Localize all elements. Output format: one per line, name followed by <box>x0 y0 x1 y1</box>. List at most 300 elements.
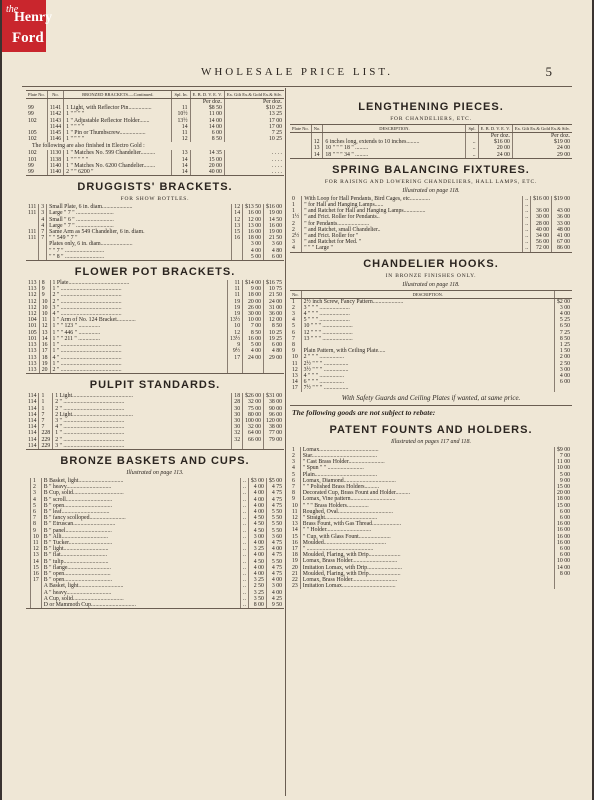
table-cell: 24 00 <box>478 152 512 158</box>
patent-table <box>290 447 572 590</box>
table-cell: 113 <box>28 286 37 293</box>
table-cell: 101 <box>28 156 37 163</box>
table-cell: .. <box>241 565 249 571</box>
table-cell <box>290 133 311 140</box>
table-cell: 228 <box>39 430 53 436</box>
table-cell: 4 <box>39 217 47 223</box>
table-cell: BRONZED BRACKETS.—Continued. <box>64 91 172 99</box>
table-cell <box>554 583 572 589</box>
table-cell: 12 <box>232 217 243 223</box>
table-cell: 1 " " " " <box>64 111 172 117</box>
table-cell: 1 " .......................................... <box>53 430 232 436</box>
table-cell: 1 25 <box>554 342 572 348</box>
flowerpot-table <box>26 280 284 373</box>
table-cell: 7 <box>31 515 42 521</box>
table-cell: 3 00 <box>266 583 284 589</box>
table-cell: 6 00 <box>554 552 572 558</box>
table-cell: 11 <box>227 292 242 298</box>
table-cell: $14 00 <box>243 280 264 286</box>
table-cell: " " 549 " 7 " <box>47 235 232 241</box>
table-cell: " " " Large " <box>302 245 523 251</box>
table-cell: 12 <box>292 366 298 373</box>
table-cell: 99 <box>28 111 34 118</box>
table-cell: .. <box>241 503 249 509</box>
table-cell: 11 00 <box>190 111 224 117</box>
table-cell: 43 00 <box>552 208 572 214</box>
table-cell: 1140 <box>47 163 63 169</box>
table-cell: . . . . <box>224 169 284 175</box>
table-cell: Lomax, Brass Holder............................... <box>300 577 554 583</box>
table-cell: 24 00 <box>512 145 572 151</box>
table-cell: Spl. <box>466 125 478 133</box>
table-cell: " Cup, with Glass Fount...................... <box>300 534 554 540</box>
table-cell: 3 25 <box>248 546 266 552</box>
table-cell: 1 " Matches No. 599 Chandelier.......... <box>64 150 172 156</box>
table-cell <box>323 133 466 140</box>
table-cell: 1142 <box>47 111 63 117</box>
table-cell: .. <box>466 139 478 145</box>
table-cell: 13 <box>292 373 298 380</box>
table-cell: 4 <box>39 223 47 229</box>
table-cell: 3 " .......................................... <box>50 305 227 311</box>
catalog-page <box>2 0 592 800</box>
table-cell: 5 25 <box>554 317 572 323</box>
table-cell: 13 <box>172 150 190 156</box>
table-row <box>26 254 284 260</box>
table-cell: 2 " .......................................... <box>53 437 232 443</box>
table-cell: 113 <box>28 354 37 361</box>
table-cell: 24 00 <box>264 299 284 305</box>
table-cell: 6 00 <box>554 509 572 515</box>
table-cell: 90 00 <box>264 406 284 412</box>
table-cell: 18 00 <box>243 235 264 241</box>
table-cell: 15 <box>31 565 42 571</box>
table-cell: 114 <box>28 393 37 400</box>
table-cell: " and Frict. Roller for Pendants.. <box>302 214 523 220</box>
table-cell: Ex. Gilt Ex.& Gold Ex.& Silv. <box>512 125 572 133</box>
table-cell: 1 " " 446 " ............... <box>50 330 227 336</box>
table-cell: 18 <box>292 552 298 559</box>
table-cell: 6 00 <box>190 130 224 136</box>
table-cell: 16 00 <box>554 540 572 546</box>
table-cell: 72 00 <box>531 245 552 251</box>
table-cell: 11 <box>172 130 190 136</box>
table-cell: 2 " .......................................... <box>50 299 227 305</box>
table-cell: 32 <box>232 437 243 443</box>
table-cell: 4 " " " ..................... <box>301 311 554 317</box>
table-cell: 64 00 <box>243 430 264 436</box>
table-row <box>26 443 284 449</box>
table-row <box>290 133 572 140</box>
table-cell: 112 <box>28 304 37 311</box>
table-cell: .. <box>241 528 249 534</box>
table-cell: 16 00 <box>243 336 264 342</box>
table-cell: 1140 <box>47 169 63 175</box>
table-cell: 1138 <box>47 157 63 163</box>
table-cell: 4 50 <box>248 528 266 534</box>
hooks-illustrated: Illustrated on page 118. <box>402 281 460 288</box>
table-cell: 13½ <box>227 317 242 323</box>
table-cell: 11 <box>31 540 42 546</box>
table-cell: $16 00 <box>478 139 512 145</box>
table-cell: 14 <box>172 157 190 163</box>
table-cell: 7 00 <box>243 323 264 329</box>
table-cell: .. <box>241 521 249 527</box>
table-cell: Spl. In. <box>172 91 190 99</box>
table-cell: . . . . <box>224 150 284 156</box>
table-cell: " and Frict. Roller for " <box>302 233 523 239</box>
table-cell: 6 <box>31 509 42 515</box>
table-cell: Plate No. <box>26 91 47 99</box>
table-cell <box>232 443 243 449</box>
table-cell: 4 75 <box>266 503 284 509</box>
table-cell: 12 <box>292 514 298 521</box>
table-cell: 38 00 <box>264 424 284 430</box>
table-cell: 12 <box>39 323 50 329</box>
table-cell: 7 <box>39 418 53 424</box>
table-cell: 18 <box>232 393 243 399</box>
table-cell: 9 00 <box>243 286 264 292</box>
table-cell: 5 <box>292 323 295 330</box>
table-cell: .. <box>241 534 249 540</box>
table-cell: 19 <box>227 311 242 317</box>
table-cell: 17 00 <box>224 124 284 130</box>
table-cell: .. <box>523 227 531 233</box>
table-cell: 17 <box>292 545 298 552</box>
table-cell: 2½ inch Screw, Fancy Pattern..................... <box>301 298 554 305</box>
table-cell: 8 50 <box>190 136 224 142</box>
table-cell: 1144 <box>47 124 63 130</box>
table-cell: 21 50 <box>264 292 284 298</box>
table-cell: 6 <box>292 477 295 484</box>
table-cell <box>172 99 190 106</box>
table-cell <box>466 133 478 140</box>
table-cell: B " open................................ <box>41 571 240 577</box>
table-cell: 1130 <box>47 150 63 156</box>
table-cell: 10 <box>39 311 50 317</box>
table-cell: 13½ <box>172 118 190 124</box>
table-cell: 7 <box>292 335 295 342</box>
table-cell: 114 <box>28 424 37 431</box>
table-cell: 1 " .......................................... <box>50 348 227 354</box>
table-cell: 120 00 <box>264 418 284 424</box>
baskets-illustrated: Illustrated on page 113. <box>126 469 184 476</box>
pulpit-title: PULPIT STANDARDS. <box>89 379 221 392</box>
table-cell: 17 <box>39 348 50 354</box>
table-cell: 4 75 <box>266 571 284 577</box>
table-cell: 8 00 <box>248 602 266 608</box>
table-cell: .. <box>241 602 249 608</box>
table-cell: $9 00 <box>554 447 572 453</box>
table-cell: .. <box>523 214 531 220</box>
table-cell: 4 " .......................................... <box>50 355 227 361</box>
table-cell: 3½ " " " ................. <box>301 367 554 373</box>
table-cell: 113 <box>28 348 37 355</box>
table-cell: 4 75 <box>266 497 284 503</box>
table-cell: 8 <box>31 521 42 527</box>
table-cell: 18 00 <box>554 496 572 502</box>
table-cell: 1 Light.......................................... <box>53 393 232 399</box>
table-cell: 3 50 <box>248 596 266 602</box>
table-cell: 3 00 <box>554 305 572 311</box>
table-cell: 14 <box>311 152 323 158</box>
table-header-row <box>290 290 572 298</box>
table-cell: 229 <box>39 437 53 443</box>
lengthening-title: LENGTHENING PIECES. <box>358 101 504 113</box>
table-cell: E. B. D. V. E. V. <box>190 91 224 99</box>
table-cell: 14 00 <box>190 124 224 130</box>
table-cell: 3 <box>39 204 47 210</box>
table-cell: 9 <box>39 292 50 298</box>
table-cell: 13 <box>31 552 42 558</box>
table-cell: $5 00 <box>266 478 284 484</box>
table-cell: .. <box>523 239 531 245</box>
table-cell: 10 00 <box>554 465 572 471</box>
table-cell: .. <box>241 546 249 552</box>
table-cell: $16 75 <box>264 280 284 286</box>
table-cell: 1 50 <box>554 348 572 354</box>
table-cell: 2 <box>292 452 295 459</box>
table-cell: $16 00 <box>531 196 552 202</box>
table-cell: 8 00 <box>554 571 572 577</box>
table-cell: 16 <box>31 571 42 577</box>
table-cell: 7 25 <box>224 130 284 136</box>
table-cell: 1 <box>292 446 295 453</box>
table-cell: 5 50 <box>266 521 284 527</box>
table-cell: 10½ <box>172 111 190 117</box>
table-cell: 102 <box>28 150 37 157</box>
table-cell <box>290 152 311 158</box>
table-cell: 4 00 <box>243 248 264 254</box>
table-row <box>26 602 284 608</box>
table-cell: 12 " " " ..................... <box>301 330 554 336</box>
table-cell: 14 <box>172 163 190 169</box>
table-cell: 5 " " " ..................... <box>301 317 554 323</box>
table-row <box>290 152 572 158</box>
table-cell: 17 <box>227 355 242 361</box>
table-cell: 105 <box>28 130 37 137</box>
logo-line-1: the <box>6 4 19 15</box>
table-cell: 48 00 <box>552 227 572 233</box>
table-cell: 4 00 <box>266 590 284 596</box>
table-cell: 112 <box>28 311 37 318</box>
table-cell: 11 <box>292 360 298 367</box>
table-cell: 1 <box>292 208 295 215</box>
patent-title: PATENT FOUNTS AND HOLDERS. <box>329 423 533 436</box>
table-cell: 3 60 <box>266 534 284 540</box>
table-cell: Per doz. <box>190 99 224 106</box>
table-cell: " Straight.................................... <box>300 515 554 521</box>
table-cell: B " open................................. <box>41 577 240 583</box>
logo-line-3: Ford <box>12 30 44 46</box>
table-cell: 13 <box>292 521 298 528</box>
table-cell: 1146 <box>47 136 63 142</box>
table-cell: .. <box>523 196 531 202</box>
table-cell: 6 50 <box>554 323 572 329</box>
bronzed-brackets-section <box>26 90 284 176</box>
table-cell: 114 <box>28 399 37 406</box>
table-cell: 19 00 <box>264 229 284 235</box>
table-cell: .. <box>241 559 249 565</box>
table-cell: D or Mammoth Cup............................... <box>41 602 240 608</box>
bronzed-brackets-table <box>26 90 284 175</box>
table-cell <box>227 367 242 373</box>
table-cell: 8 50 <box>243 330 264 336</box>
table-cell: 14 <box>292 379 298 386</box>
table-cell: 20 00 <box>478 145 512 151</box>
spring-title: SPRING BALANCING FIXTURES. <box>332 163 530 176</box>
henry-ford-logo <box>2 0 53 52</box>
table-cell: 67 00 <box>552 239 572 245</box>
table-cell: 7 <box>39 412 53 418</box>
table-cell: 16 <box>232 235 243 241</box>
table-cell: 19 25 <box>264 336 284 342</box>
table-cell: 14 <box>172 169 190 175</box>
table-cell: 21 50 <box>264 235 284 241</box>
table-cell: 12 00 <box>243 217 264 223</box>
table-cell: 18 <box>39 355 50 361</box>
table-cell: .. <box>241 590 249 596</box>
table-cell: 1 " " " " <box>64 136 172 142</box>
table-cell: 4 00 <box>248 497 266 503</box>
table-cell: Small Plate, 6 in. diam..................... <box>47 204 232 210</box>
table-cell: 14 <box>232 210 243 216</box>
safety-note: With Safety Guards and Ceiling Plates if wanted, at same price. <box>341 393 521 402</box>
table-cell: 41 00 <box>552 233 572 239</box>
table-cell: 1141 <box>47 105 63 111</box>
table-cell: " " Holder............................... <box>300 527 554 533</box>
table-cell <box>47 99 63 106</box>
hooks-title: CHANDELIER HOOKS. <box>363 257 499 270</box>
table-cell: 5 00 <box>554 472 572 478</box>
flowerpot-title: FLOWER POT BRACKETS. <box>74 266 236 279</box>
table-cell: 40 00 <box>190 169 224 175</box>
table-cell: 13½ <box>227 336 242 342</box>
table-cell: Per doz. <box>478 133 512 140</box>
table-cell: 4 50 <box>248 515 266 521</box>
table-cell: " and Ratchet for Hall and Hanging Lamps............... <box>302 208 523 214</box>
table-cell: 112 <box>28 298 37 305</box>
table-cell: 2 " " " ................. <box>301 354 554 360</box>
table-cell: 3 00 <box>248 534 266 540</box>
table-cell: 29 00 <box>512 152 572 158</box>
table-cell: 113 <box>28 360 37 367</box>
table-cell: 1 <box>292 298 295 305</box>
table-cell: 4 50 <box>248 521 266 527</box>
table-cell: 30 <box>232 424 243 430</box>
table-cell: 20 <box>39 367 50 373</box>
table-row <box>290 583 572 589</box>
table-cell: 6 00 <box>264 342 284 348</box>
table-cell: 10 " " " 18 " ......... <box>323 145 466 151</box>
table-cell: " Cast Brass Holder......................... <box>300 459 554 465</box>
table-cell: 3 25 <box>248 577 266 583</box>
table-cell: 5 50 <box>266 528 284 534</box>
table-header-row <box>26 91 284 99</box>
table-row <box>26 99 284 106</box>
table-cell: 4 00 <box>266 577 284 583</box>
table-cell: 4 00 <box>243 348 264 354</box>
table-cell <box>243 367 264 373</box>
logo-line-2: Henry <box>14 10 53 25</box>
table-cell: 9½ <box>227 348 242 354</box>
table-cell: B " leaf................................. <box>41 509 240 515</box>
pulpit-table <box>26 393 284 449</box>
table-cell: 10 25 <box>264 330 284 336</box>
table-cell: 229 <box>39 443 53 449</box>
table-cell: 4 80 <box>264 248 284 254</box>
table-cell: 15 <box>292 533 298 540</box>
table-cell: 4 00 <box>554 311 572 317</box>
table-cell: Moulded........................................... <box>300 540 554 546</box>
table-cell: 112 <box>28 292 37 299</box>
table-cell: 4 00 <box>248 503 266 509</box>
table-row <box>290 245 572 251</box>
table-cell: 0 <box>292 195 295 202</box>
table-cell: 10 <box>39 299 50 305</box>
table-cell: $8 50 <box>190 105 224 111</box>
table-cell: 5 00 <box>243 342 264 348</box>
table-cell: .. <box>241 577 249 583</box>
table-cell: B " light............................... <box>41 546 240 552</box>
table-cell: 2 " .......................................... <box>53 399 232 405</box>
table-cell: 4 00 <box>248 484 266 490</box>
table-cell: Decorated Cup, Brass Fount and Holder.......... <box>300 490 554 496</box>
table-cell: 2 00 <box>554 354 572 360</box>
table-cell: 2½ <box>292 233 300 240</box>
table-cell: 9 <box>227 342 242 348</box>
table-cell: 5 <box>292 471 295 478</box>
table-cell: 17 00 <box>224 118 284 124</box>
table-cell: Star............................................. <box>300 453 554 459</box>
table-cell: A Basket, light............................... <box>41 583 240 589</box>
table-cell: " for Hall and Hanging Lamps...... <box>302 202 523 208</box>
table-cell: 30 <box>232 406 243 412</box>
table-cell: 7 00 <box>554 453 572 459</box>
table-cell: 15 00 <box>190 157 224 163</box>
table-cell: 3 " " " ..................... <box>301 305 554 311</box>
table-cell: 11 <box>292 508 298 515</box>
table-cell: 2 " .......................................... <box>53 406 232 412</box>
table-cell: 99 <box>28 105 34 112</box>
table-cell: E. B. D. V. E. V. <box>478 125 512 133</box>
table-cell: 1 " .......................................... <box>50 361 227 367</box>
table-cell: 20 00 <box>243 299 264 305</box>
table-cell: 20 <box>292 564 298 571</box>
table-cell: 17 <box>292 385 298 392</box>
table-cell: .. <box>241 571 249 577</box>
table-cell: .. <box>241 552 249 558</box>
table-cell: 13 00 <box>243 223 264 229</box>
table-cell: 1 <box>39 393 53 399</box>
table-cell: 3 <box>39 210 47 216</box>
table-cell: .. <box>523 202 531 208</box>
table-cell: 16 00 <box>243 229 264 235</box>
right-column <box>290 90 572 589</box>
spring-subtitle: FOR RAISING AND LOWERING CHANDELIERS, HALL LAMPS, ETC. <box>324 178 538 185</box>
spring-illustrated: Illustrated on page 118. <box>402 187 460 194</box>
table-cell: 19 <box>292 558 298 565</box>
table-cell: 2 <box>292 304 295 311</box>
section-note: The following are also finished in Electro Gold : <box>32 143 145 150</box>
table-cell: B Basket, light............................... <box>41 478 240 484</box>
table-cell: 33 00 <box>552 221 572 227</box>
rebate-notice: The following goods are not subject to rebate: <box>290 405 572 419</box>
table-cell: 28 <box>232 399 243 405</box>
table-cell: 4 " .......................................... <box>50 311 227 317</box>
table-cell: B " Tucker.............................. <box>41 540 240 546</box>
table-cell: 9 00 <box>554 478 572 484</box>
